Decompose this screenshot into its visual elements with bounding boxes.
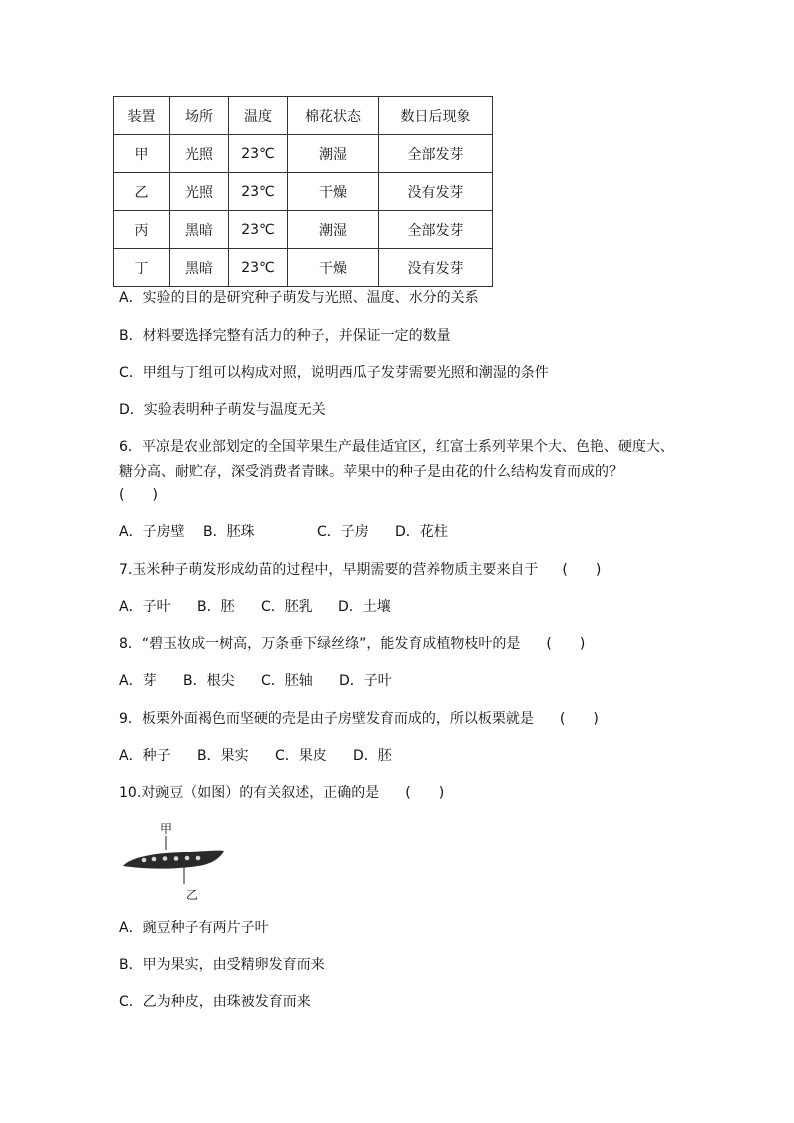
table-cell: 丁 — [114, 249, 170, 287]
table-row — [114, 211, 493, 249]
table-header-cell: 场所 — [170, 97, 229, 135]
table-cell: 23℃ — [229, 211, 288, 249]
q9-option-a: A．种子 — [119, 748, 171, 764]
table-cell: 全部发芽 — [379, 211, 493, 249]
q7-option-b: B．胚 — [197, 599, 235, 615]
q10-option-c: C．乙为种皮，由珠被发育而来 — [119, 994, 311, 1010]
experiment-table — [113, 96, 493, 287]
table-cell: 干燥 — [288, 249, 379, 287]
q8-option-c: C．胚轴 — [261, 673, 313, 689]
q7-answer-paren: ( ) — [562, 562, 602, 578]
table-cell: 23℃ — [229, 135, 288, 173]
table-cell: 丙 — [114, 211, 170, 249]
figure-label-bottom: 乙 — [186, 888, 199, 902]
q7-stem-text: 7.玉米种子萌发形成幼苗的过程中，早期需要的营养物质主要来自于 — [119, 562, 539, 578]
q8-stem — [119, 634, 585, 654]
q5-option-d: D．实验表明种子萌发与温度无关 — [119, 402, 326, 418]
table-cell: 光照 — [170, 173, 229, 211]
table-header-cell: 温度 — [229, 97, 288, 135]
table-row — [114, 135, 493, 173]
table-header-cell: 棉花状态 — [288, 97, 379, 135]
q8-option-a: A．芽 — [119, 673, 157, 689]
table-cell: 黑暗 — [170, 249, 229, 287]
figure-label-top: 甲 — [160, 822, 173, 836]
table-cell: 23℃ — [229, 173, 288, 211]
q5-option-c: C．甲组与丁组可以构成对照，说明西瓜子发芽需要光照和潮湿的条件 — [119, 365, 549, 381]
q9-answer-paren: ( ) — [559, 711, 599, 727]
q6-answer-paren: ( ) — [119, 487, 158, 503]
pea-pod-figure — [120, 820, 230, 900]
q10-option-a: A．豌豆种子有两片子叶 — [119, 920, 269, 936]
q8-answer-paren: ( ) — [546, 636, 586, 652]
table-header-cell: 装置 — [114, 97, 170, 135]
q6-option-d: D．花柱 — [395, 524, 448, 540]
q10-stem — [119, 783, 444, 803]
q10-stem-text: 10.对豌豆（如图）的有关叙述，正确的是 — [119, 785, 380, 801]
table-header-row — [114, 97, 493, 135]
q5-option-a: A．实验的目的是研究种子萌发与光照、温度、水分的关系 — [119, 290, 479, 306]
q8-option-b: B．根尖 — [183, 673, 235, 689]
q9-option-b: B．果实 — [197, 748, 249, 764]
q10-option-b: B．甲为果实，由受精卵发育而来 — [119, 957, 325, 973]
table-cell: 没有发芽 — [379, 249, 493, 287]
q8-option-d: D．子叶 — [339, 673, 392, 689]
table-cell: 黑暗 — [170, 211, 229, 249]
q7-option-d: D．土壤 — [338, 599, 391, 615]
table-cell: 干燥 — [288, 173, 379, 211]
q9-options — [119, 746, 392, 766]
table-row — [114, 173, 493, 211]
table-cell: 23℃ — [229, 249, 288, 287]
q6-option-c: C．子房 — [317, 524, 369, 540]
table-cell: 光照 — [170, 135, 229, 173]
q6-options — [119, 522, 448, 542]
pea-pod-illustration — [120, 820, 230, 900]
q6-stem-line1: 6．平凉是农业部划定的全国苹果生产最佳适宜区，红富士系列苹果个大、色艳、硬度大、 — [119, 439, 674, 455]
table-cell: 乙 — [114, 173, 170, 211]
table-row — [114, 249, 493, 287]
q10-answer-paren: ( ) — [405, 785, 445, 801]
q6-option-a: A．子房壁 — [119, 524, 185, 540]
q7-option-a: A．子叶 — [119, 599, 171, 615]
q8-stem-text: 8．“碧玉妆成一树高，万条垂下绿丝绦”，能发育成植物枝叶的是 — [119, 636, 521, 652]
table-cell: 没有发芽 — [379, 173, 493, 211]
q9-stem — [119, 709, 599, 729]
table-cell: 全部发芽 — [379, 135, 493, 173]
q5-option-b: B．材料要选择完整有活力的种子，并保证一定的数量 — [119, 328, 451, 344]
q6-option-b: B．胚珠 — [203, 524, 255, 540]
q7-stem — [119, 560, 601, 580]
q9-option-d: D．胚 — [353, 748, 392, 764]
table-cell: 潮湿 — [288, 135, 379, 173]
q9-option-c: C．果皮 — [275, 748, 327, 764]
table-cell: 甲 — [114, 135, 170, 173]
q8-options — [119, 671, 392, 691]
q7-options — [119, 597, 391, 617]
q7-option-c: C．胚乳 — [261, 599, 313, 615]
q9-stem-text: 9．板栗外面褐色而坚硬的壳是由子房壁发育而成的，所以板栗就是 — [119, 711, 534, 727]
table-cell: 潮湿 — [288, 211, 379, 249]
table-header-cell: 数日后现象 — [379, 97, 493, 135]
q6-stem-line2: 糖分高、耐贮存，深受消费者青睐。苹果中的种子是由花的什么结构发育而成的？ — [119, 464, 623, 480]
